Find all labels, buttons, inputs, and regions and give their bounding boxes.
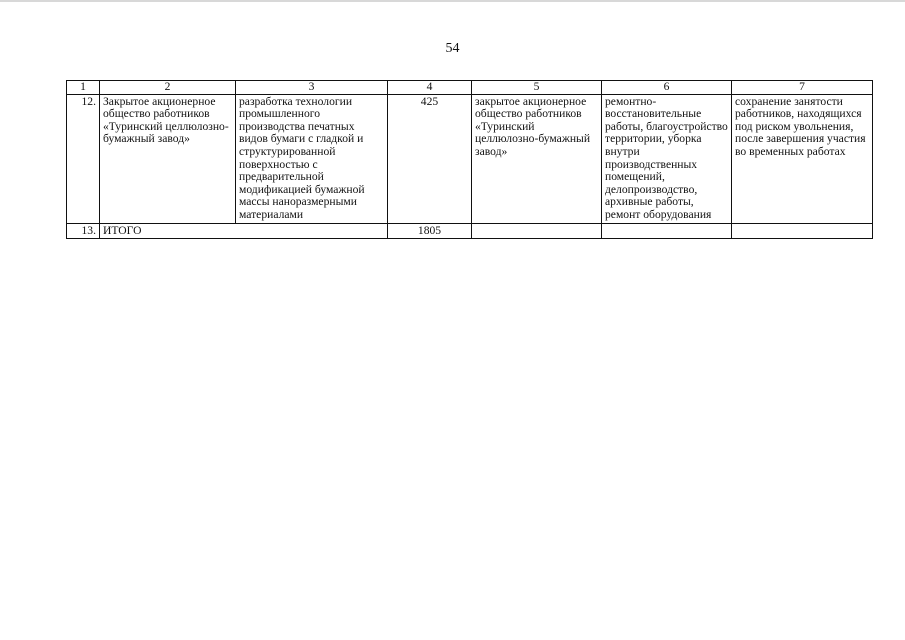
empty-cell	[602, 223, 732, 239]
header-cell-3: 3	[236, 81, 388, 95]
total-amount: 1805	[388, 223, 472, 239]
table-row-12	[67, 94, 873, 223]
header-cell-7: 7	[732, 81, 873, 95]
project-cell: разработка технологии промышленного производства печатных видов бумаги с гладкой и структурированной поверхностью с предварительной модификацией бумажной массы наноразмерными материалами	[236, 94, 388, 223]
header-cell-5: 5	[472, 81, 602, 95]
amount-cell: 425	[388, 94, 472, 223]
empty-cell	[732, 223, 873, 239]
table-row-total	[67, 223, 873, 239]
header-cell-1: 1	[67, 81, 100, 95]
empty-cell	[472, 223, 602, 239]
employer-cell: закрытое акционерное общество работников «Туринский целлюлозно-бумажный завод»	[472, 94, 602, 223]
header-cell-4: 4	[388, 81, 472, 95]
row-number: 13.	[67, 223, 100, 239]
total-label: ИТОГО	[100, 223, 388, 239]
organization-cell: Закрытое акционерное общество работников «Туринский целлюлозно-бумажный завод»	[100, 94, 236, 223]
table-header-row	[67, 81, 873, 95]
page-top-edge	[0, 0, 905, 2]
row-number: 12.	[67, 94, 100, 223]
page-number: 54	[445, 41, 460, 56]
header-cell-2: 2	[100, 81, 236, 95]
goal-cell: сохранение занятости работников, находящихся под риском увольнения, после завершения участия во временных работах	[732, 94, 873, 223]
data-table	[66, 80, 873, 239]
header-cell-6: 6	[602, 81, 732, 95]
works-cell: ремонтно-восстановительные работы, благоустройство территории, уборка внутри производственных помещений, делопроизводство, архивные работы, ремонт оборудования	[602, 94, 732, 223]
